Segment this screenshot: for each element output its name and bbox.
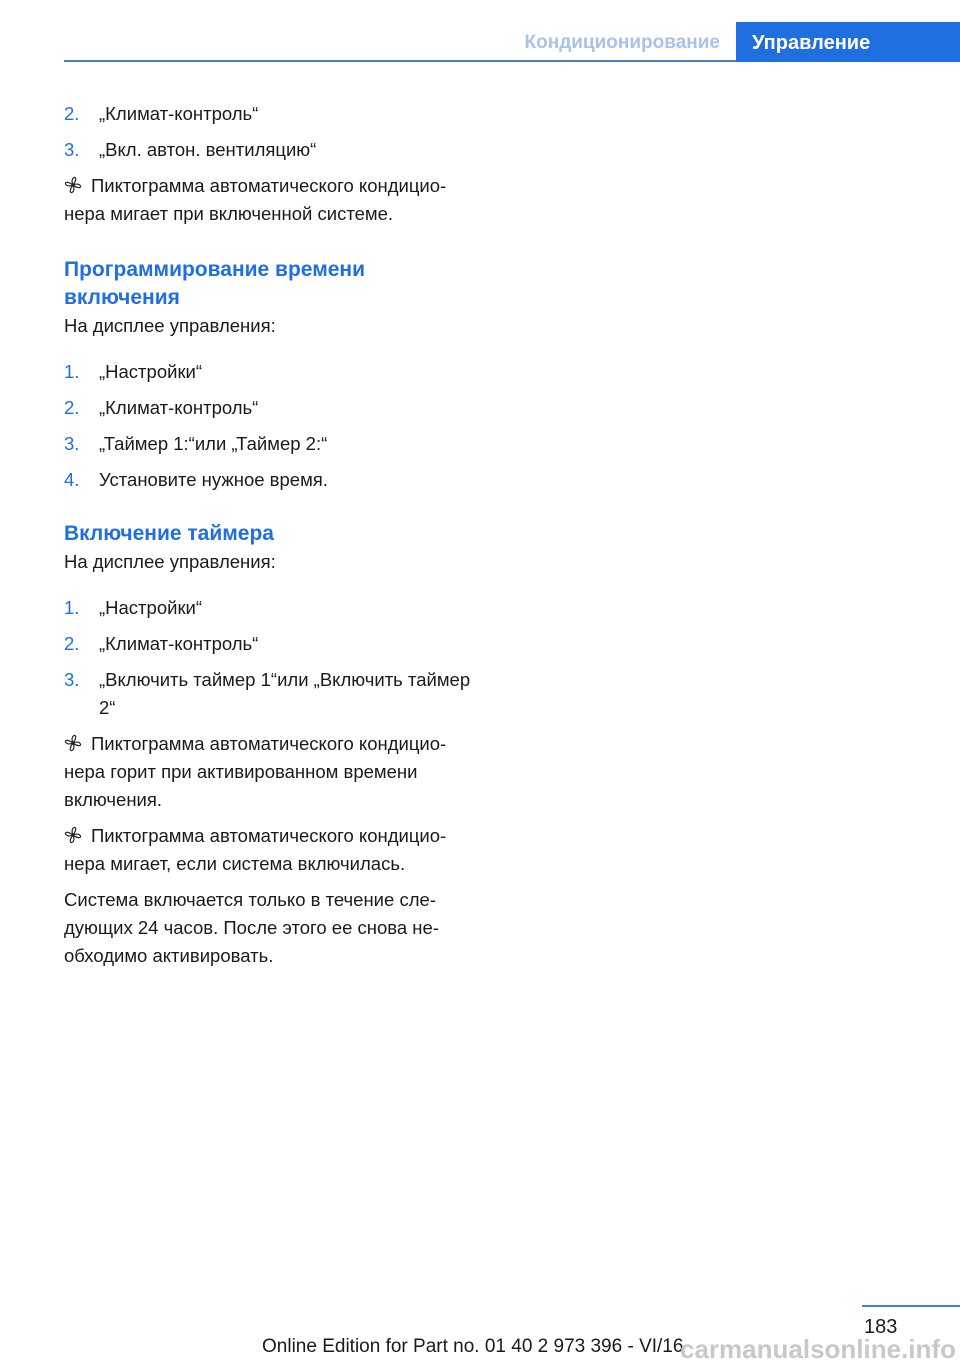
list-number: 3. bbox=[64, 669, 80, 690]
list-item bbox=[64, 430, 474, 458]
list-text: „Включить таймер 1“или „Включить таймер 2“ bbox=[99, 669, 471, 718]
note-paragraph bbox=[64, 172, 474, 228]
list-text: „Настройки“ bbox=[99, 597, 203, 618]
footer-edition: Online Edition for Part no. 01 40 2 973 396 - VI/16 bbox=[262, 1336, 684, 1357]
closing-paragraph: Система включается только в течение сле-дующих 24 часов. После этого ее снова не-обходимо активировать. bbox=[64, 889, 439, 966]
note-paragraph bbox=[64, 730, 474, 814]
list-number: 2. bbox=[64, 633, 80, 654]
list-text: „Климат-контроль“ bbox=[99, 633, 259, 654]
list-text: „Климат-контроль“ bbox=[99, 103, 259, 124]
list-number: 2. bbox=[64, 397, 80, 418]
note-text: Пиктограмма автоматического кондицио-нера горит при активированном времени включения. bbox=[64, 733, 447, 810]
list-text: „Климат-контроль“ bbox=[99, 397, 259, 418]
note-text: Пиктограмма автоматического кондицио-нера мигает при включенной системе. bbox=[64, 175, 447, 224]
list-item bbox=[64, 594, 474, 622]
note-paragraph bbox=[64, 822, 474, 878]
footer-rule bbox=[862, 1305, 960, 1307]
section-heading: Включение таймера bbox=[64, 522, 274, 545]
list-text: „Настройки“ bbox=[99, 361, 203, 382]
list-text: Установите нужное время. bbox=[99, 469, 328, 490]
list-number: 2. bbox=[64, 103, 80, 124]
note-text: Пиктограмма автоматического кондицио-нера мигает, если система включилась. bbox=[64, 825, 447, 874]
section-heading: Программирование времени включения bbox=[64, 258, 366, 309]
list-item bbox=[64, 466, 474, 494]
list-item bbox=[64, 630, 474, 658]
list-item bbox=[64, 136, 474, 164]
header-tab bbox=[736, 22, 960, 62]
list-number: 4. bbox=[64, 469, 80, 490]
list-item bbox=[64, 358, 474, 386]
list-text: „Таймер 1:“или „Таймер 2:“ bbox=[99, 433, 328, 454]
page-number: 183 bbox=[864, 1316, 898, 1338]
list-item bbox=[64, 666, 474, 722]
list-number: 1. bbox=[64, 597, 80, 618]
header-section-title: Кондиционирование bbox=[524, 32, 720, 53]
page-content bbox=[64, 100, 474, 978]
list-item bbox=[64, 100, 474, 128]
watermark: carmanualsonline.info bbox=[680, 1334, 956, 1364]
list-text: „Вкл. автон. вентиляцию“ bbox=[99, 139, 317, 160]
fan-icon bbox=[64, 734, 82, 752]
section-intro: На дисплее управления: bbox=[64, 551, 276, 572]
list-item bbox=[64, 394, 474, 422]
list-number: 3. bbox=[64, 139, 80, 160]
section-intro: На дисплее управления: bbox=[64, 315, 276, 336]
fan-icon bbox=[64, 176, 82, 194]
fan-icon bbox=[64, 826, 82, 844]
list-number: 1. bbox=[64, 361, 80, 382]
header-tab-label: Управление bbox=[752, 32, 871, 54]
list-number: 3. bbox=[64, 433, 80, 454]
